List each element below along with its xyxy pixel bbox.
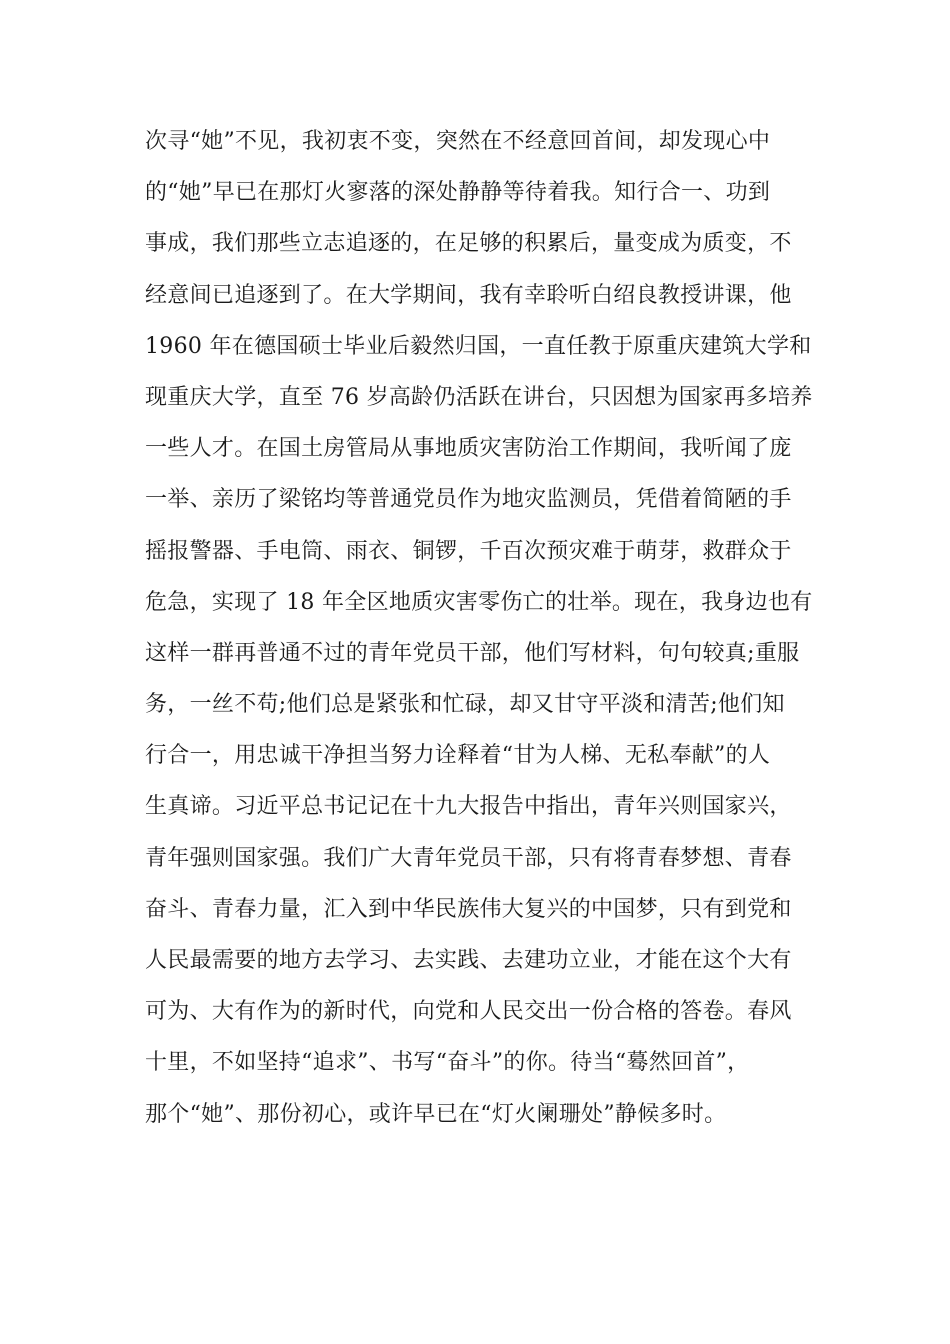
text-line: 危急，实现了 18 年全区地质灾害零伤亡的壮举。现在，我身边也有 <box>145 589 813 615</box>
text-line: 奋斗、青春力量，汇入到中华民族伟大复兴的中国梦，只有到党和 <box>145 896 792 922</box>
text-line: 现重庆大学，直至 76 岁高龄仍活跃在讲台，只因想为国家再多培养 <box>145 384 813 410</box>
text-line: 这样一群再普通不过的青年党员干部，他们写材料，句句较真;重服 <box>145 640 800 666</box>
text-line: 事成，我们那些立志追逐的，在足够的积累后，量变成为质变，不 <box>145 231 792 257</box>
text-line: 可为、大有作为的新时代，向党和人民交出一份合格的答卷。春风 <box>145 999 792 1025</box>
text-line: 行合一，用忠诚干净担当努力诠释着“甘为人梯、无私奉献”的人 <box>145 743 771 769</box>
text-line: 十里，不如坚持“追求”、书写“奋斗”的你。待当“蓦然回首”， <box>145 1050 750 1076</box>
text-line: 那个“她”、那份初心，或许早已在“灯火阑珊处”静候多时。 <box>145 1101 727 1127</box>
text-line: 生真谛。习近平总书记记在十九大报告中指出，青年兴则国家兴， <box>145 794 792 820</box>
text-line: 一举、亲历了梁铭均等普通党员作为地灾监测员，凭借着简陋的手 <box>145 487 792 513</box>
text-line: 摇报警器、手电筒、雨衣、铜锣，千百次预灾难于萌芽，救群众于 <box>145 538 792 564</box>
text-line: 的“她”早已在那灯火寥落的深处静静等待着我。知行合一、功到 <box>145 180 771 206</box>
text-line: 1960 年在德国硕士毕业后毅然归国，一直任教于原重庆建筑大学和 <box>145 333 812 359</box>
text-line: 务，一丝不苟;他们总是紧张和忙碌，却又甘守平淡和清苦;他们知 <box>145 692 785 718</box>
text-line: 次寻“她”不见，我初衷不变，突然在不经意回首间，却发现心中 <box>145 129 771 154</box>
text-line: 一些人才。在国土房管局从事地质灾害防治工作期间，我听闻了庞 <box>145 436 792 462</box>
body-paragraph <box>145 116 825 1140</box>
text-line: 青年强则国家强。我们广大青年党员干部，只有将青春梦想、青春 <box>145 845 792 871</box>
text-line: 经意间已追逐到了。在大学期间，我有幸聆听白绍良教授讲课，他 <box>145 282 792 308</box>
text-line: 人民最需要的地方去学习、去实践、去建功立业，才能在这个大有 <box>145 948 792 973</box>
